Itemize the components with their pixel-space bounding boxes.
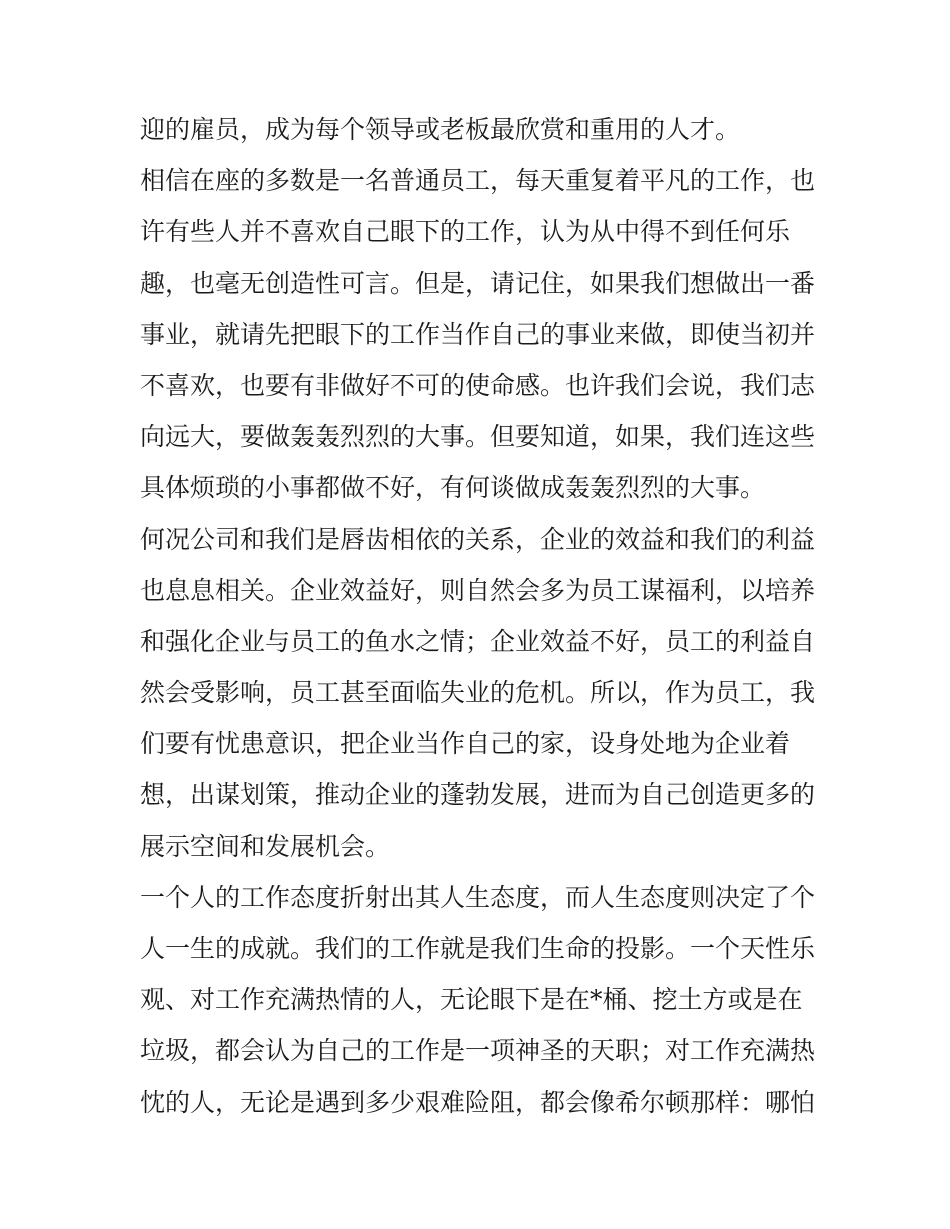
text-line: 迎的雇员，成为每个领导或老板最欣赏和重用的人才。 [140,115,741,144]
text-line: 忱的人，无论是遇到多少艰难险阻，都会像希尔顿那样：哪怕 [140,1087,816,1117]
text-line: 相信在座的多数是一名普通员工，每天重复着平凡的工作，也 [140,166,816,196]
text-line: 不喜欢，也要有非做好不可的使命感。也许我们会说，我们志 [140,370,816,400]
text-line: 趣，也毫无创造性可言。但是，请记住，如果我们想做出一番 [140,268,816,298]
text-line: 具体烦琐的小事都做不好，有何谈做成轰轰烈烈的大事。 [140,473,766,503]
text-line: 何况公司和我们是唇齿相依的关系，企业的效益和我们的利益 [140,524,816,554]
text-line: 事业，就请先把眼下的工作当作自己的事业来做，即使当初并 [140,319,816,349]
text-line: 们要有忧患意识，把企业当作自己的家，设身处地为企业着 [140,729,791,759]
text-line: 展示空间和发展机会。 [140,831,391,861]
text-line: 观、对工作充满热情的人，无论眼下是在*桶、挖土方或是在 [140,985,803,1015]
text-line: 和强化企业与员工的鱼水之情；企业效益不好，员工的利益自 [140,626,816,656]
document-body [140,104,820,1128]
text-line: 想，出谋划策，推动企业的蓬勃发展，进而为自己创造更多的 [140,780,816,810]
text-line: 然会受影响，员工甚至面临失业的危机。所以，作为员工，我 [140,678,816,708]
text-line: 一个人的工作态度折射出其人生态度，而人生态度则决定了个 [140,882,816,912]
text-line: 也息息相关。企业效益好，则自然会多为员工谋福利，以培养 [140,575,816,605]
text-line: 许有些人并不喜欢自己眼下的工作，认为从中得不到任何乐 [140,217,791,247]
text-line: 垃圾，都会认为自己的工作是一项神圣的天职；对工作充满热 [140,1036,816,1066]
text-line: 向远大，要做轰轰烈烈的大事。但要知道，如果，我们连这些 [140,422,816,452]
text-line: 人一生的成就。我们的工作就是我们生命的投影。一个天性乐 [140,934,816,963]
